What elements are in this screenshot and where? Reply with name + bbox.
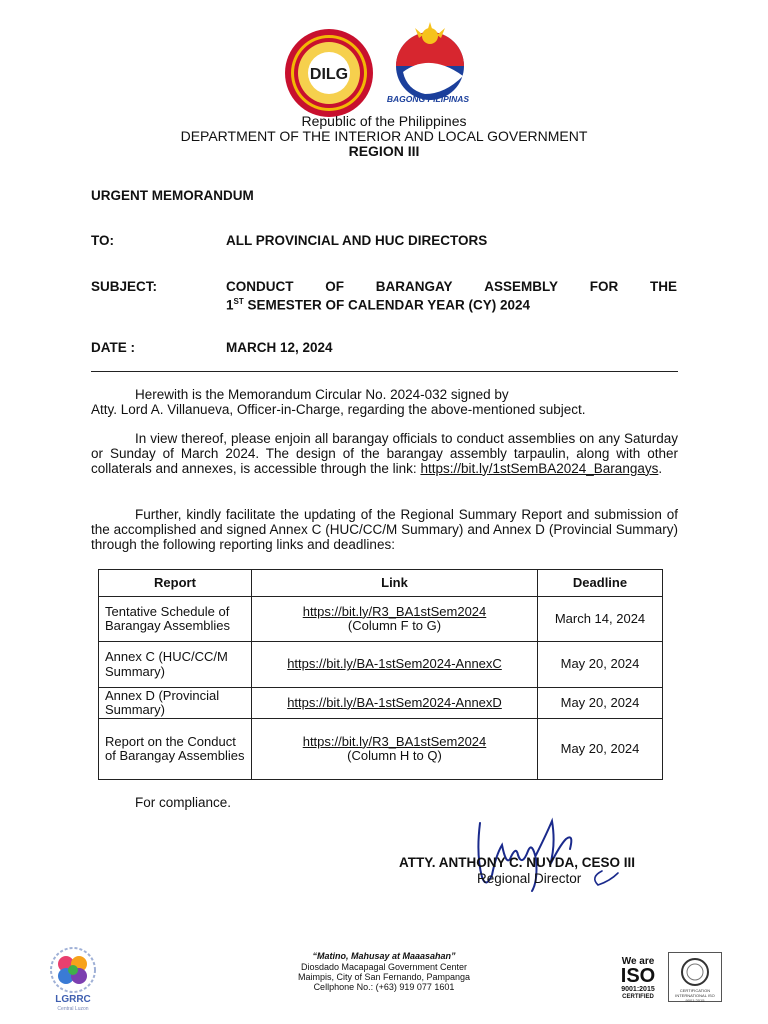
paragraph-3-text: Further, kindly facilitate the updating of the Regional Summary Report and submission of the accomplished and signed Annex C (HUC/CC/M Summary) and Annex D (Provincial Summary) through the following reporting links and deadlines: [91, 507, 678, 552]
deadline-cell: May 20, 2024 [538, 688, 663, 719]
iso-we-are: We are [621, 956, 655, 967]
subject-word: BARANGAY [375, 279, 453, 294]
paragraph-3 [91, 508, 678, 552]
paragraph-1 [91, 388, 678, 418]
link-cell [252, 688, 538, 719]
department-name: DEPARTMENT OF THE INTERIOR AND LOCAL GOVERNMENT [180, 128, 588, 144]
header-report: Report [99, 570, 252, 597]
link-cell [252, 719, 538, 780]
certification-text: CERTIFICATION INTERNATIONAL ISO 9001:2015 [675, 988, 715, 1003]
to-label: TO: [91, 233, 114, 248]
table-row [99, 719, 663, 780]
report-cell: Tentative Schedule of Barangay Assemblies [99, 597, 252, 642]
iso-standard: 9001:2015 [621, 986, 655, 993]
column-note: (Column H to Q) [347, 748, 442, 763]
to-value: ALL PROVINCIAL AND HUC DIRECTORS [226, 233, 488, 248]
date-label: DATE : [91, 340, 135, 355]
table-row [99, 642, 663, 688]
lgrrc-text: LGRRC [55, 994, 91, 1005]
deadline-cell: May 20, 2024 [538, 642, 663, 688]
header-deadline: Deadline [538, 570, 663, 597]
paragraph-2-text: In view thereof, please enjoin all barangay officials to conduct assemblies on any Saturday or Sunday of March 2024. The design of the barangay assembly tarpaulin, along with other collaterals and annexes, is accessible through the link: [91, 431, 678, 476]
subject-label: SUBJECT: [91, 279, 158, 294]
subject-value [226, 279, 677, 313]
signatory-name: ATTY. ANTHONY C. NUYDA, CESO III [399, 855, 636, 870]
table-row [99, 688, 663, 719]
header-link: Link [252, 570, 538, 597]
reporting-table [98, 569, 663, 780]
column-note: (Column F to G) [347, 618, 442, 633]
paragraph-1-line-2: Atty. Lord A. Villanueva, Officer-in-Charge, regarding the above-mentioned subject. [91, 401, 586, 417]
report-link[interactable]: https://bit.ly/R3_BA1stSem2024 [302, 603, 487, 619]
table-header-row [99, 570, 663, 597]
paragraph-2-end: . [658, 460, 663, 476]
report-cell: Report on the Conduct of Barangay Assemblies [99, 719, 252, 780]
iso-certified: CERTIFIED [622, 994, 654, 1000]
lgrrc-subtext: Central Luzon [57, 1006, 89, 1012]
table-row [99, 597, 663, 642]
paragraph-2 [91, 432, 678, 476]
footer-motto: “Matino, Mahusay at Maaasahan” [312, 951, 456, 961]
paragraph-1-line-1: Herewith is the Memorandum Circular No. 2024-032 signed by [135, 387, 509, 402]
deadline-cell: March 14, 2024 [538, 597, 663, 642]
footer-phone: Cellphone No.: (+63) 919 077 1601 [313, 982, 455, 992]
footer-address-2: Maimpis, City of San Fernando, Pampanga [297, 972, 471, 982]
subject-word: ASSEMBLY [484, 279, 558, 294]
tarpaulin-link[interactable]: https://bit.ly/1stSemBA2024_Barangays [420, 460, 659, 476]
report-cell: Annex D (Provincial Summary) [99, 688, 252, 719]
report-link[interactable]: https://bit.ly/BA-1stSem2024-AnnexC [287, 656, 502, 672]
dilg-seal-logo [284, 28, 374, 118]
link-cell [252, 597, 538, 642]
subject-word: FOR [589, 279, 619, 294]
subject-word: OF [325, 279, 344, 294]
link-cell [252, 642, 538, 688]
subject-word: THE [649, 279, 677, 294]
subject-number: 1 [226, 297, 234, 313]
dilg-seal-text: DILG [309, 66, 349, 83]
footer-address-1: Diosdado Macapagal Government Center [300, 962, 468, 972]
report-link[interactable]: https://bit.ly/BA-1stSem2024-AnnexD [287, 694, 502, 710]
report-link[interactable]: https://bit.ly/R3_BA1stSem2024 [302, 733, 487, 749]
iso-text: ISO [620, 965, 656, 987]
subject-word: CONDUCT [226, 279, 294, 294]
report-cell: Annex C (HUC/CC/M Summary) [99, 642, 252, 688]
bagong-pilipinas-text: BAGONG PILIPINAS [386, 94, 470, 104]
subject-superscript: ST [233, 297, 244, 306]
header-divider [91, 371, 678, 372]
date-value: MARCH 12, 2024 [226, 340, 333, 355]
deadline-cell: May 20, 2024 [538, 719, 663, 780]
closing-text: For compliance. [135, 795, 232, 810]
region-name: REGION III [348, 143, 420, 159]
signatory-title: Regional Director [477, 871, 582, 886]
subject-rest: SEMESTER OF CALENDAR YEAR (CY) 2024 [243, 297, 531, 313]
republic-line: Republic of the Philippines [301, 113, 467, 129]
memo-type: URGENT MEMORANDUM [91, 188, 254, 203]
